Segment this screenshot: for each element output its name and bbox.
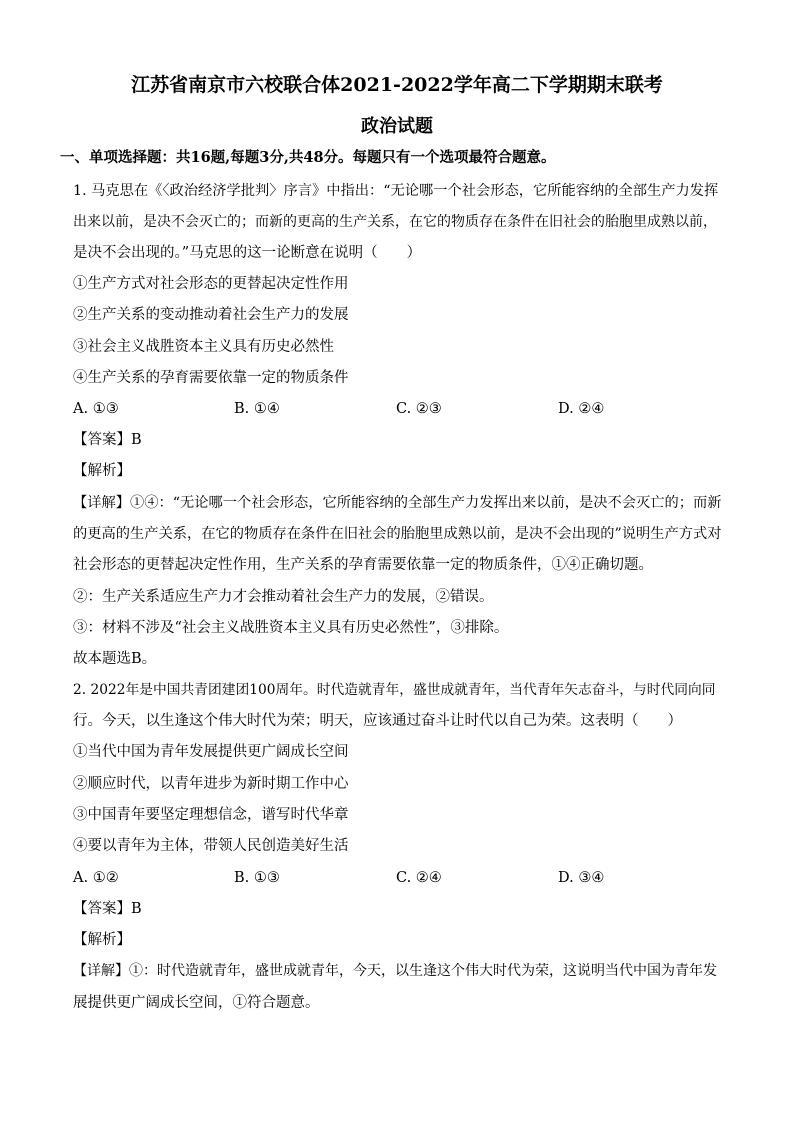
q1-explanation-line: ③：材料不涉及“社会主义战胜资本主义具有历史必然性”，③排除。 — [73, 620, 509, 636]
q2-option-d: D. ③④ — [558, 870, 605, 886]
q2-option-a: A. ①② — [73, 870, 119, 886]
q2-statement: ③中国青年要坚定理想信念，谱写时代华章 — [73, 807, 349, 823]
q2-answer: 【答案】B — [73, 901, 142, 917]
q1-stem-line: 是决不会出现的。”马克思的这一论断意在说明（ ） — [73, 245, 422, 261]
q2-explanation-line: 【详解】①：时代造就青年，盛世成就青年，今天，以生逢这个伟大时代为荣，这说明当代中国为青年发 — [73, 963, 717, 979]
q1-option-a: A. ①③ — [73, 401, 119, 417]
q2-statement: ②顺应时代，以青年进步为新时期工作中心 — [73, 776, 349, 792]
q2-explanation-line: 展提供更广阔成长空间，①符合题意。 — [73, 995, 320, 1011]
q2-statement: ①当代中国为青年发展提供更广阔成长空间 — [73, 744, 349, 760]
q1-statement: ②生产关系的变动推动着社会生产力的发展 — [73, 307, 349, 323]
q1-explanation-line: ②：生产关系适应生产力才会推动着社会生产力的发展，②错误。 — [73, 589, 494, 605]
q2-stem-line: 行。今天，以生逢这个伟大时代为荣；明天，应该通过奋斗让时代以自己为荣。这表明（ ） — [73, 713, 682, 729]
q1-stem-line: 1. 马克思在《〈政治经济学批判〉序言》中指出：“无论哪一个社会形态，它所能容纳的全部生产力发挥 — [73, 183, 719, 199]
q2-analysis-label: 【解析】 — [73, 932, 131, 948]
q1-explanation-line: 故本题选B。 — [73, 651, 157, 667]
q2-option-b: B. ①③ — [234, 870, 280, 886]
q1-stem-line: 出来以前，是决不会灭亡的；而新的更高的生产关系，在它的物质存在条件在旧社会的胎胞里成熟以前， — [73, 214, 717, 230]
q2-statement: ④要以青年为主体，带领人民创造美好生活 — [73, 838, 349, 854]
q1-answer: 【答案】B — [73, 432, 142, 448]
q1-option-c: C. ②③ — [396, 401, 442, 417]
q1-explanation-line: 【详解】①④：“无论哪一个社会形态，它所能容纳的全部生产力发挥出来以前，是决不会灭亡的；而新 — [73, 495, 722, 511]
q2-option-c: C. ②④ — [396, 870, 442, 886]
q2-stem-line: 2. 2022年是中国共青团建团100周年。时代造就青年，盛世成就青年，当代青年矢志奋斗，与时代同向同 — [73, 682, 716, 698]
q1-statement: ④生产关系的孕育需要依靠一定的物质条件 — [73, 370, 349, 386]
exam-subject: 政治试题 — [361, 116, 433, 137]
section-heading: 一、单项选择题：共16题,每题3分,共48分。每题只有一个选项最符合题意。 — [60, 149, 556, 166]
q1-analysis-label: 【解析】 — [73, 463, 131, 479]
q1-explanation-line: 社会形态的更替起决定性作用，生产关系的孕育需要依靠一定的物质条件，①④正确切题。 — [73, 557, 653, 573]
exam-title: 江苏省南京市六校联合体2021-2022学年高二下学期期末联考 — [131, 74, 663, 96]
q1-statement: ③社会主义战胜资本主义具有历史必然性 — [73, 339, 334, 355]
q1-option-d: D. ②④ — [558, 401, 605, 417]
q1-option-b: B. ①④ — [234, 401, 280, 417]
q1-statement: ①生产方式对社会形态的更替起决定性作用 — [73, 276, 349, 292]
q1-explanation-line: 的更高的生产关系，在它的物质存在条件在旧社会的胎胞里成熟以前，是决不会出现的”说明生产方式对 — [73, 526, 722, 542]
